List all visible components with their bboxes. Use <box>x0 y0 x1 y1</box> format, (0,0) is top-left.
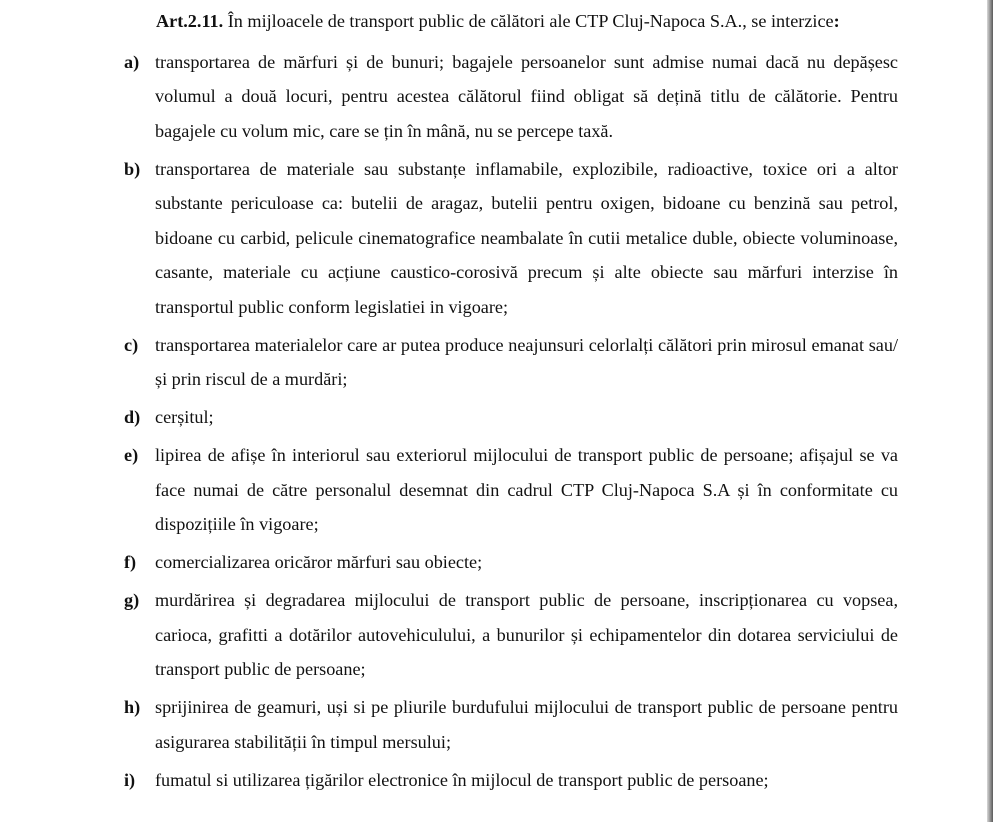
page-edge-shadow <box>987 0 993 822</box>
article-colon: : <box>833 11 840 31</box>
list-item-f <box>94 545 898 580</box>
list-item-i <box>94 763 898 798</box>
list-item-text: lipirea de afișe în interiorul sau exteriorul mijlocului de transport public de persoane; afișajul se va face numai de către personalul desemnat din cadrul CTP Cluj-Napoca S.A și în conformitate cu dispozițiile în vigoare; <box>155 445 898 534</box>
list-marker: i) <box>124 769 136 790</box>
list-marker: h) <box>124 697 141 717</box>
list-item-h <box>94 690 898 759</box>
list-item-text: transportarea materialelor care ar putea produce neajunsuri celorlalți călători prin mirosul emanat sau/și prin riscul de a murdări; <box>155 334 898 389</box>
list-item-text: cerșitul; <box>155 407 214 427</box>
prohibitions-list <box>94 45 898 798</box>
list-item-text: transportarea de mărfuri și de bunuri; bagajele persoanelor sunt admise numai dacă nu depășesc volumul a două locuri, pentru acestea călătorul fiind obligat să dețină titlu de călătorie. Pentru bagajele cu volum mic, care se țin în mână, nu se percepe taxă. <box>155 51 898 141</box>
list-item-text: sprijinirea de geamuri, uși si pe pliurile burdufului mijlocului de transport public de persoane pentru asigurarea stabilității în timpul mersului; <box>155 697 898 752</box>
list-item-g <box>94 583 898 687</box>
list-marker: c) <box>124 334 139 355</box>
article-heading <box>94 4 898 39</box>
list-marker: b) <box>124 158 141 179</box>
list-marker: g) <box>124 590 140 610</box>
list-item-d <box>94 400 898 435</box>
list-marker: e) <box>124 445 139 465</box>
list-marker: d) <box>124 407 141 427</box>
list-item-c <box>94 328 898 397</box>
document-page <box>94 4 898 801</box>
article-number: Art.2.11. <box>156 11 224 31</box>
list-item-text: transportarea de materiale sau substanțe inflamabile, explozibile, radioactive, toxice ori a altor substante periculoase ca: butelii de aragaz, butelii pentru oxigen, bidoane cu benzină sau petrol, bidoane cu carbid, pelicule cinematografice neambalate în cutii metalice duble, obiecte voluminoase, casante, materiale cu acțiune caustico-corosivă precum și alte obiecte sau mărfuri interzise în transportul public conform legislatiei in vigoare; <box>155 158 898 317</box>
list-item-text: fumatul si utilizarea țigărilor electronice în mijlocul de transport public de persoane; <box>155 769 769 790</box>
list-item-b <box>94 152 898 325</box>
list-marker: f) <box>124 552 137 572</box>
article-intro: În mijloacele de transport public de călători ale CTP Cluj-Napoca S.A., se interzice <box>227 11 834 31</box>
list-item-text: murdărirea și degradarea mijlocului de transport public de persoane, inscripționarea cu vopsea, carioca, grafitti a dotărilor autovehiculului, a bunurilor și echipamentelor din dotarea serviciului de transport public de persoane; <box>155 590 898 679</box>
list-marker: a) <box>124 51 140 72</box>
list-item-text: comercializarea oricăror mărfuri sau obiecte; <box>155 552 483 572</box>
list-item-a <box>94 45 898 149</box>
list-item-e <box>94 438 898 542</box>
